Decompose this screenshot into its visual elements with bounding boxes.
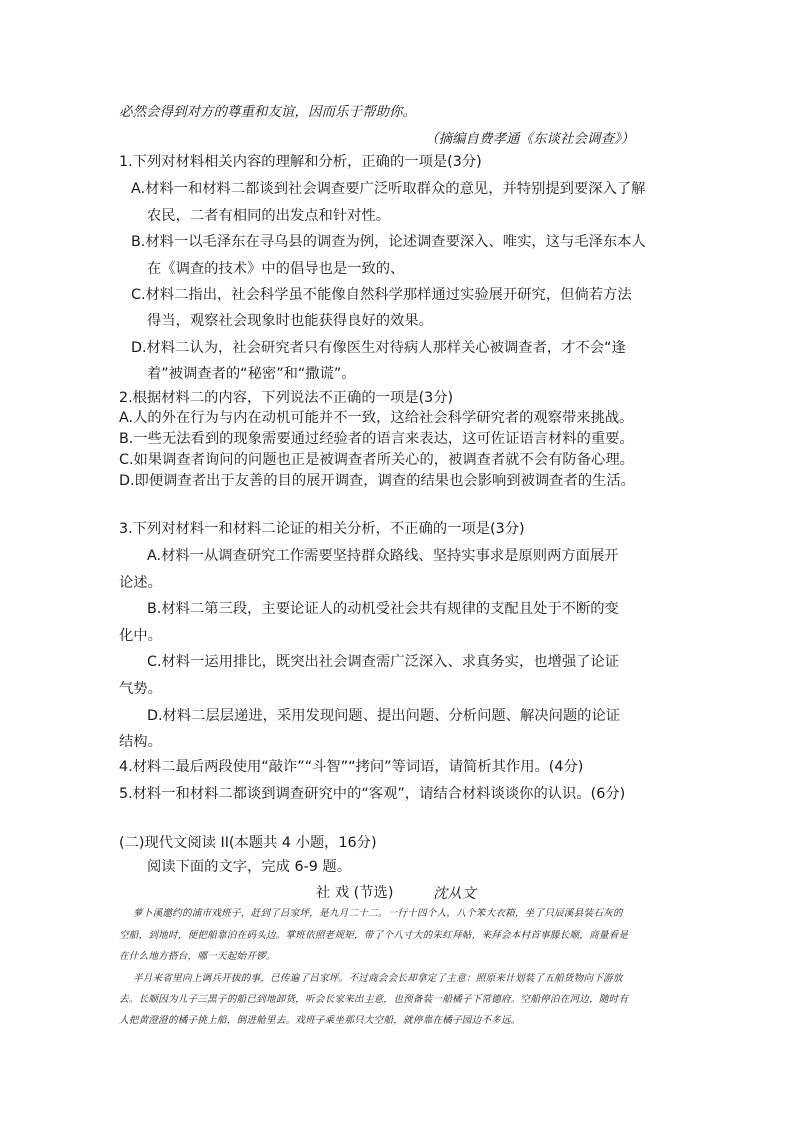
q1-stem: 1.下列对材料相关内容的理解和分析，正确的一项是(3分) xyxy=(119,154,482,170)
continuation-line: 必然会得到对方的尊重和友谊，因而乐于帮助你。 xyxy=(119,104,416,120)
q2-option-b: B.一些无法看到的现象需要通过经验者的语言来表达，这可佐证语言材料的重要。 xyxy=(119,431,634,447)
q1-option-b-line2: 在《调查的技术》中的倡导也是一致的、 xyxy=(147,261,405,277)
q3-option-b-line2: 化中。 xyxy=(119,628,162,644)
section2-instruction: 阅读下面的文字，完成 6-9 题。 xyxy=(147,859,352,875)
section2-heading: (二)现代文阅读 II(本题共 4 小题，16分) xyxy=(119,835,377,851)
q3-option-d-line2: 结构。 xyxy=(119,734,162,750)
q2-option-c: C.如果调查者询问的问题也正是被调查者所关心的，被调查者就不会有防备心理。 xyxy=(119,452,634,468)
q3-option-c-line1: C.材料一运用排比，既突出社会调查需广泛深入、求真务实，也增强了论证 xyxy=(147,654,620,670)
passage-title: 社 戏 (节选) xyxy=(316,885,394,901)
q3-stem: 3.下列对材料一和材料二论证的相关分析，不正确的一项是(3分) xyxy=(119,521,525,537)
q3-option-d-line1: D.材料二层层递进，采用发现问题、提出问题、分析问题、解决问题的论证 xyxy=(147,708,621,724)
q1-option-d-line2: 着”被调查者的“秘密”和“撒谎”。 xyxy=(147,366,356,382)
q1-option-b-line1: B.材料一以毛泽东在寻乌县的调查为例，论述调查要深入、唯实，这与毛泽东本人 xyxy=(131,234,646,250)
passage-p2-line1: 半月来省里向上调兵开拔的事，已传遍了吕家坪。不过商会会长却拿定了主意：照原来计划装了五船货物向下游放 xyxy=(133,973,623,984)
q3-option-c-line2: 气势。 xyxy=(119,681,162,697)
passage-author: 沈从文 xyxy=(433,886,476,902)
q2-stem: 2.根据材料二的内容，下列说法不正确的一项是(3分) xyxy=(119,390,454,406)
q2-option-a: A.人的外在行为与内在动机可能并不一致，这给社会科学研究者的观察带来挑战。 xyxy=(119,410,634,426)
q2-option-d: D.即便调查者出于友善的目的展开调查，调查的结果也会影响到被调查者的生活。 xyxy=(119,473,635,489)
q1-option-c-line2: 得当，观察社会现象时也能获得良好的效果。 xyxy=(147,313,433,329)
q5-text: 5.材料一和材料二都谈到调查研究中的“客观”，请结合材料谈谈你的认识。(6分) xyxy=(119,786,626,802)
q1-option-a-line2: 农民，二者有相同的出发点和针对性。 xyxy=(147,208,391,224)
q3-option-b-line1: B.材料二第三段，主要论证人的动机受社会共有规律的支配且处于不断的变 xyxy=(147,601,619,617)
passage-p2-line2: 去。长顺因为儿子三黑子的船已到地卸货，听会长家来出主意，也预备装一船橘子下常德府。空船停泊在河边，随时有 xyxy=(119,994,629,1005)
q1-option-c-line1: C.材料二指出，社会科学虽不能像自然科学那样通过实验展开研究，但倘若方法 xyxy=(131,287,632,303)
q1-option-d-line1: D.材料二认为，社会研究者只有像医生对待病人那样关心被调查者，才不会“逢 xyxy=(131,340,626,356)
passage-p1-line2: 空船，到地时，便把船靠泊在码头边。掌班依照老规矩，带了个八寸大的朱红拜帖，来拜会本村首事滕长顺，商量看是 xyxy=(119,930,629,941)
source-citation: （摘编自费孝通《东谈社会调查》） xyxy=(425,131,635,147)
q3-option-a-line1: A.材料一从调查研究工作需要坚持群众路线、坚持实事求是原则两方面展开 xyxy=(147,548,619,564)
q3-option-a-line2: 论述。 xyxy=(119,575,162,591)
passage-p1-line1: 萝卜溪邀约的浦市戏班子，赶到了吕家坪，是九月二十二。一行十四个人，八个笨大衣箱，坐了只辰溪县装石灰的 xyxy=(133,908,623,919)
q4-text: 4.材料二最后两段使用“敲诈”“斗智”“拷问”等词语，请简析其作用。(4分) xyxy=(119,759,584,775)
q1-option-a-line1: A.材料一和材料二都谈到社会调查要广泛听取群众的意见，并特别提到要深入了解 xyxy=(131,181,646,197)
passage-p2-line3: 人把黄澄澄的橘子挑上船，倒进舱里去。戏班子乘坐那只大空船，就停靠在橘子园边不多远。 xyxy=(119,1015,521,1026)
passage-p1-line3: 在什么地方搭台，哪一天起始开锣。 xyxy=(119,951,276,962)
